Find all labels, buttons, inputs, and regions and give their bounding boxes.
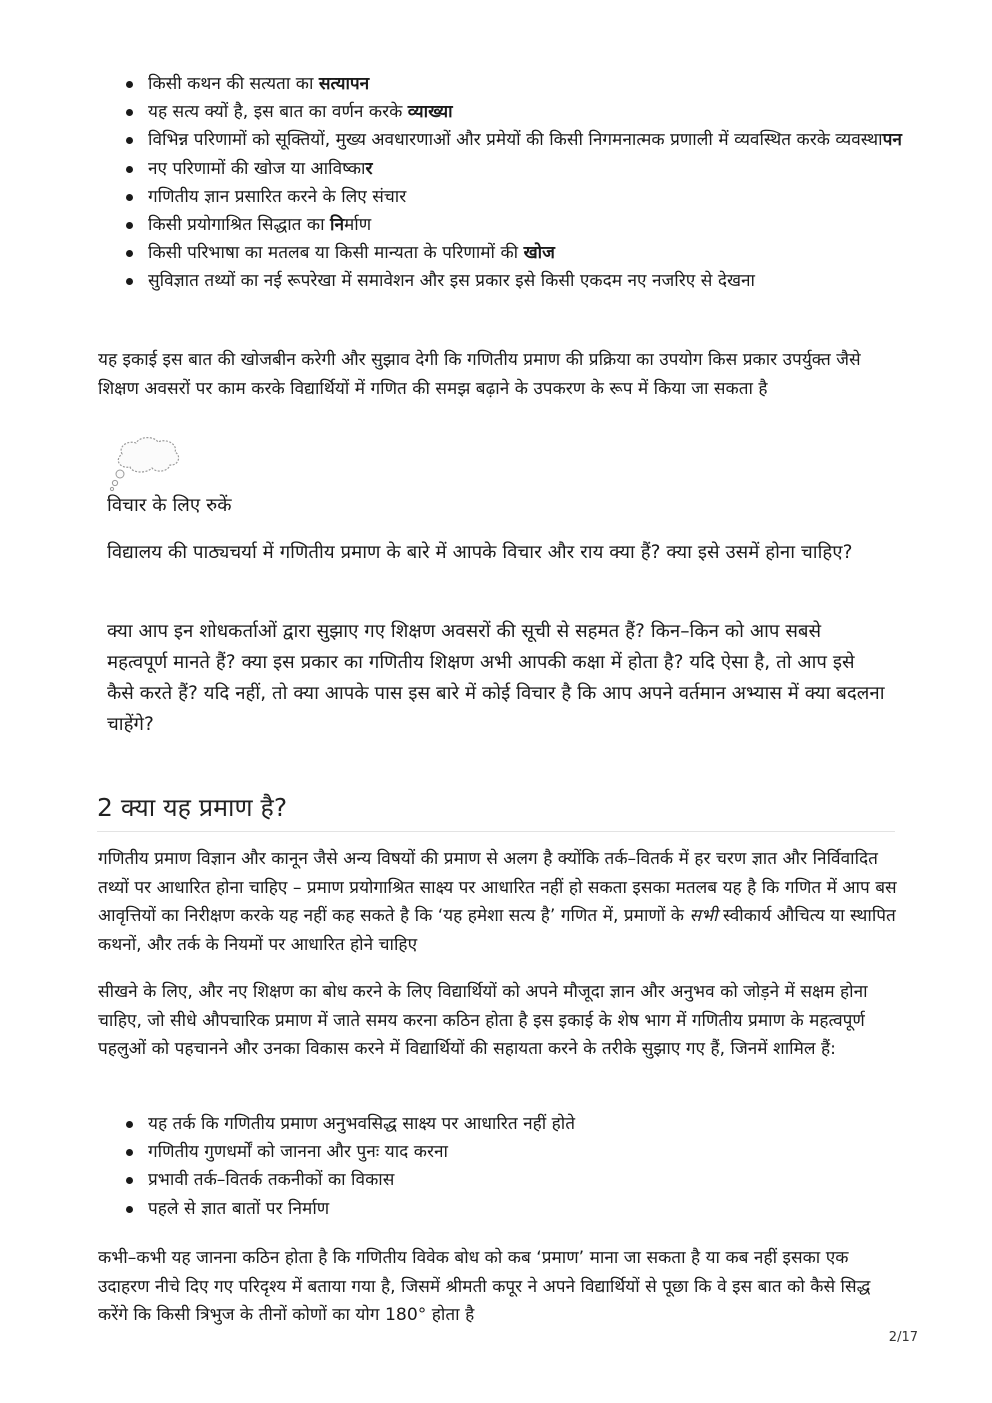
list-item: यह सत्य क्यों है, इस बात का वर्णन करके व्याख्या	[122, 98, 902, 126]
bullet-icon	[126, 194, 133, 201]
list-item: किसी परिभाषा का मतलब या किसी मान्यता के परिणामों की खोज	[122, 239, 902, 267]
section-divider	[97, 831, 895, 832]
list-item: सुविज्ञात तथ्यों का नई रूपरेखा में समावेशन और इस प्रकार इसे किसी एकदम नए नजरिए से देखना	[122, 267, 902, 295]
list-item: पहले से ज्ञात बातों पर निर्माण	[122, 1195, 902, 1223]
list-item: किसी कथन की सत्यता का सत्यापन	[122, 70, 902, 98]
section-paragraph: कभी–कभी यह जानना कठिन होता है कि गणितीय विवेक बोध को कब ‘प्रमाण’ माना जा सकता है या कब नहीं इसका एक उदाहरण नीचे दिए गए परिदृश्य में बताया गया है, जिसमें श्रीमती कपूर ने अपने विद्यार्थियों से पूछा कि वे इस बात को कैसे सिद्ध करेंगे कि किसी त्रिभुज के तीनों कोणों का योग 180° होता है	[98, 1248, 871, 1325]
bullet-icon	[126, 137, 133, 144]
intro-paragraph: यह इकाई इस बात की खोजबीन करेगी और सुझाव देगी कि गणितीय प्रमाण की प्रक्रिया का उपयोग किस प्रकार उपर्युक्त जैसे शिक्षण अवसरों पर काम करके विद्यार्थियों में गणित की समझ बढ़ाने के उपकरण के रूप में किया जा सकता है	[98, 350, 861, 399]
section-heading: 2 क्या यह प्रमाण है?	[97, 793, 288, 822]
list-item: यह तर्क कि गणितीय प्रमाण अनुभवसिद्ध साक्ष्य पर आधारित नहीं होते	[122, 1110, 902, 1138]
pause-paragraph: क्या आप इन शोधकर्ताओं द्वारा सुझाए गए शिक्षण अवसरों की सूची से सहमत हैं? किन–किन को आप सबसे महत्वपूर्ण मानते हैं? क्या इस प्रकार का गणितीय शिक्षण अभी आपकी कक्षा में होता है? यदि ऐसा है, तो आप इसे कैसे करते हैं? यदि नहीं, तो क्या आपके पास इस बारे में कोई विचार है कि आप अपने वर्तमान अभ्यास में क्या बदलना चाहेंगे?	[107, 621, 885, 735]
bullet-icon	[126, 1206, 133, 1213]
list-item: गणितीय गुणधर्मों को जानना और पुनः याद करना	[122, 1138, 902, 1166]
bullet-icon	[126, 222, 133, 229]
bullet-icon	[126, 81, 133, 88]
bullet-icon	[126, 278, 133, 285]
list-item: गणितीय ज्ञान प्रसारित करने के लिए संचार	[122, 183, 902, 211]
bullet-icon	[126, 250, 133, 257]
pause-paragraph: विद्यालय की पाठ्यचर्या में गणितीय प्रमाण के बारे में आपके विचार और राय क्या हैं? क्या इसे उसमें होना चाहिए?	[107, 542, 853, 563]
bullet-icon	[126, 1121, 133, 1128]
bullet-icon	[126, 1177, 133, 1184]
page-number: 2/17	[888, 1330, 918, 1345]
list-item: नए परिणामों की खोज या आविष्कार	[122, 155, 902, 183]
list-item: विभिन्न परिणामों को सूक्तियों, मुख्य अवधारणाओं और प्रमेयों की किसी निगमनात्मक प्रणाली में व्यवस्थित करके व्यवस्थापन	[122, 126, 902, 154]
opportunities-list	[122, 70, 902, 296]
list-item: प्रभावी तर्क–वितर्क तकनीकों का विकास	[122, 1166, 902, 1194]
bullet-icon	[126, 109, 133, 116]
list-item: किसी प्रयोगाश्रित सिद्धात का निर्माण	[122, 211, 902, 239]
aspects-list	[122, 1110, 902, 1223]
section-paragraph: गणितीय प्रमाण विज्ञान और कानून जैसे अन्य विषयों की प्रमाण से अलग है क्योंकि तर्क–वितर्क में हर चरण ज्ञात और निर्विवादित तथ्यों पर आधारित होना चाहिए – प्रमाण प्रयोगाश्रित साक्ष्य पर आधारित नहीं हो सकता इसका मतलब यह है कि गणित में आप बस आवृत्तियों का निरीक्षण करके यह नहीं कह सकते है कि ‘यह हमेशा सत्य है’ गणित में, प्रमाणों के सभी स्वीकार्य औचित्य या स्थापित कथनों, और तर्क के नियमों पर आधारित होने चाहिए	[98, 849, 897, 955]
bullet-icon	[126, 166, 133, 173]
bullet-icon	[126, 1149, 133, 1156]
thought-cloud-icon	[108, 432, 184, 492]
pause-heading: विचार के लिए रुकें	[107, 495, 232, 516]
section-paragraph: सीखने के लिए, और नए शिक्षण का बोध करने के लिए विद्यार्थियों को अपने मौजूदा ज्ञान और अनुभव को जोड़ने में सक्षम होना चाहिए, जो सीधे औपचारिक प्रमाण में जाते समय करना कठिन होता है इस इकाई के शेष भाग में गणितीय प्रमाण के महत्वपूर्ण पहलुओं को पहचानने और उनका विकास करने में विद्यार्थियों की सहायता करने के तरीके सुझाए गए हैं, जिनमें शामिल हैं:	[98, 982, 868, 1059]
